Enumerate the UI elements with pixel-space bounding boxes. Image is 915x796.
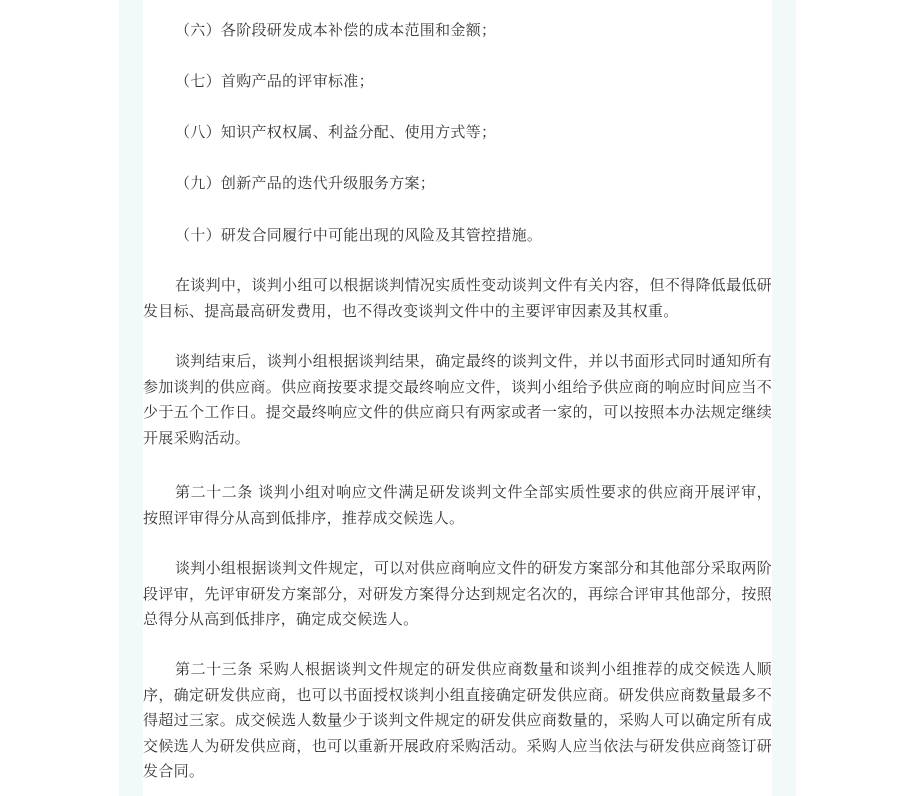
list-item-9: （九）创新产品的迭代升级服务方案；: [175, 174, 436, 192]
list-item-6: （六）各阶段研发成本补偿的成本范围和金额；: [175, 21, 497, 39]
list-item-8: （八）知识产权权属、利益分配、使用方式等；: [175, 123, 497, 141]
article-body: [143, 0, 772, 796]
article-23-paragraph: 第二十三条 采购人根据谈判文件规定的研发供应商数量和谈判小组推荐的成交候选人顺序，确定研发供应商，也可以书面授权谈判小组直接确定研发供应商。研发供应商数量最多不得超过三家。成交候选人数量少于谈判文件规定的研发供应商数量的，采购人可以确定所有成交候选人为研发供应商，也可以重新开展政府采购活动。采购人应当依法与研发供应商签订研发合同。: [143, 660, 772, 780]
right-side-band: [772, 0, 796, 796]
article-22-paragraph: 第二十二条 谈判小组对响应文件满足研发谈判文件全部实质性要求的供应商开展评审，按照评审得分从高到低排序，推荐成交候选人。: [143, 483, 772, 527]
paragraph-two-stage-review: 谈判小组根据谈判文件规定，可以对供应商响应文件的研发方案部分和其他部分采取两阶段评审，先评审研发方案部分，对研发方案得分达到规定名次的，再综合评审其他部分，按照总得分从高到低排序，确定成交候选人。: [143, 559, 772, 628]
paragraph-final-response: 谈判结束后，谈判小组根据谈判结果，确定最终的谈判文件，并以书面形式同时通知所有参加谈判的供应商。供应商按要求提交最终响应文件，谈判小组给予供应商的响应时间应当不少于五个工作日。提交最终响应文件的供应商只有两家或者一家的，可以按照本办法规定继续开展采购活动。: [143, 352, 772, 447]
paragraph-negotiation: 在谈判中，谈判小组可以根据谈判情况实质性变动谈判文件有关内容，但不得降低最低研发目标、提高最高研发费用，也不得改变谈判文件中的主要评审因素及其权重。: [143, 276, 772, 320]
list-item-10: （十）研发合同履行中可能出现的风险及其管控措施。: [175, 226, 543, 244]
list-item-7: （七）首购产品的评审标准；: [175, 72, 374, 90]
left-side-band: [119, 0, 143, 796]
